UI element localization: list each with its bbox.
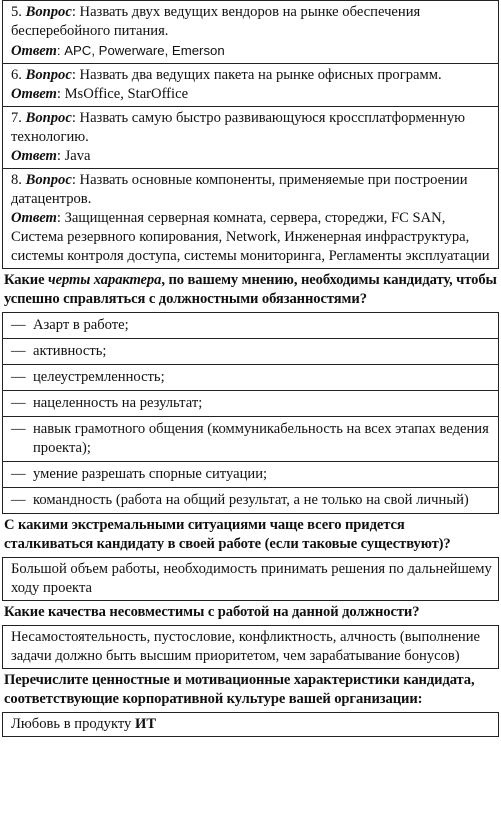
answer-text: : Защищенная серверная комната, сервера, стореджи, FC SAN, Система резервного копирования, Network, Инженерная инфраструктура, системы контроля доступа, системы мониторинга, Регламенты эксплуатации (11, 210, 490, 264)
question-text: : Назвать два ведущих пакета на рынке офисных программ. (71, 67, 442, 83)
traits-header (2, 269, 499, 312)
list-item (2, 365, 499, 391)
question-number: 8. (11, 172, 22, 188)
extreme-header: С какими экстремальными ситуациями чаще всего придется сталкиваться кандидату в своей работе (если таковые существуют)? (4, 517, 451, 552)
list-item-text: командность (работа на общий результат, а не только на свой личный) (33, 492, 469, 508)
dash-bullet: — (11, 369, 26, 385)
dash-bullet: — (11, 421, 26, 437)
question-number: 5. (11, 4, 22, 20)
dash-bullet: — (11, 317, 26, 333)
values-header: Перечислите ценностные и мотивационные характеристики кандидата, соответствующие корпоративной культуре вашей организации: (4, 672, 475, 707)
list-item-text: активность; (33, 343, 107, 359)
list-item (2, 488, 499, 514)
answer-line (11, 41, 492, 61)
answer-text: : APC, Powerware, Emerson (56, 43, 225, 58)
traits-list (2, 312, 499, 514)
answer-text: : MsOffice, StarOffice (56, 86, 189, 102)
answer-label: Ответ (11, 86, 57, 102)
answer-line (11, 209, 492, 266)
list-item-text: Азарт в работе; (33, 317, 129, 333)
list-item-text: целеустремленность; (33, 369, 165, 385)
question-line (11, 3, 492, 41)
list-item (2, 462, 499, 488)
list-item (2, 339, 499, 365)
list-item-text: навык грамотного общения (коммуникабельность на всех этапах ведения проекта); (33, 421, 489, 456)
dash-bullet: — (11, 492, 26, 508)
dash-bullet: — (11, 395, 26, 411)
incompatible-answer: Несамостоятельность, пустословие, конфликтность, алчность (выполнение задачи должно быть высшим приоритетом, чем зарабатывание бонусов) (2, 625, 499, 669)
answer-label: Ответ (11, 210, 57, 226)
answer-label: Ответ (11, 43, 57, 59)
question-block-6 (2, 64, 499, 107)
values-answer-text: Любовь в продукту (11, 716, 135, 732)
question-block-7 (2, 107, 499, 169)
document-page (2, 0, 499, 737)
question-label: Вопрос (25, 110, 72, 126)
list-item-text: нацеленность на результат; (33, 395, 203, 411)
traits-header-emphasis: черты характера (48, 272, 162, 288)
question-label: Вопрос (25, 172, 72, 188)
incompatible-header: Какие качества несовместимы с работой на данной должности? (4, 604, 420, 620)
dash-bullet: — (11, 343, 26, 359)
answer-line (11, 85, 492, 104)
dash-bullet: — (11, 466, 26, 482)
question-text: : Назвать основные компоненты, применяемые при построении датацентров. (11, 172, 468, 207)
question-number: 7. (11, 110, 22, 126)
list-item (2, 391, 499, 417)
question-number: 6. (11, 67, 22, 83)
question-line (11, 66, 492, 85)
question-line (11, 109, 492, 147)
question-text: : Назвать самую быстро развивающуюся кроссплатформенную технологию. (11, 110, 466, 145)
traits-header-pre: Какие (4, 272, 49, 288)
question-label: Вопрос (25, 67, 72, 83)
values-answer (2, 712, 499, 737)
question-block-8 (2, 169, 499, 269)
list-item (2, 417, 499, 462)
question-label: Вопрос (25, 4, 72, 20)
traits-header-post: , по вашему мнению, необходимы кандидату, чтобы успешно справляться с должностными обязанностями? (4, 272, 497, 307)
question-text: : Назвать двух ведущих вендоров на рынке обеспечения бесперебойного питания. (11, 4, 421, 39)
question-line (11, 171, 492, 209)
list-item (2, 312, 499, 339)
answer-line (11, 147, 492, 166)
values-answer-bold: ИТ (135, 716, 157, 732)
answer-text: : Java (56, 148, 91, 164)
question-block-5 (2, 0, 499, 64)
extreme-answer: Большой объем работы, необходимость принимать решения по дальнейшему ходу проекта (2, 557, 499, 601)
list-item-text: умение разрешать спорные ситуации; (33, 466, 268, 482)
answer-label: Ответ (11, 148, 57, 164)
